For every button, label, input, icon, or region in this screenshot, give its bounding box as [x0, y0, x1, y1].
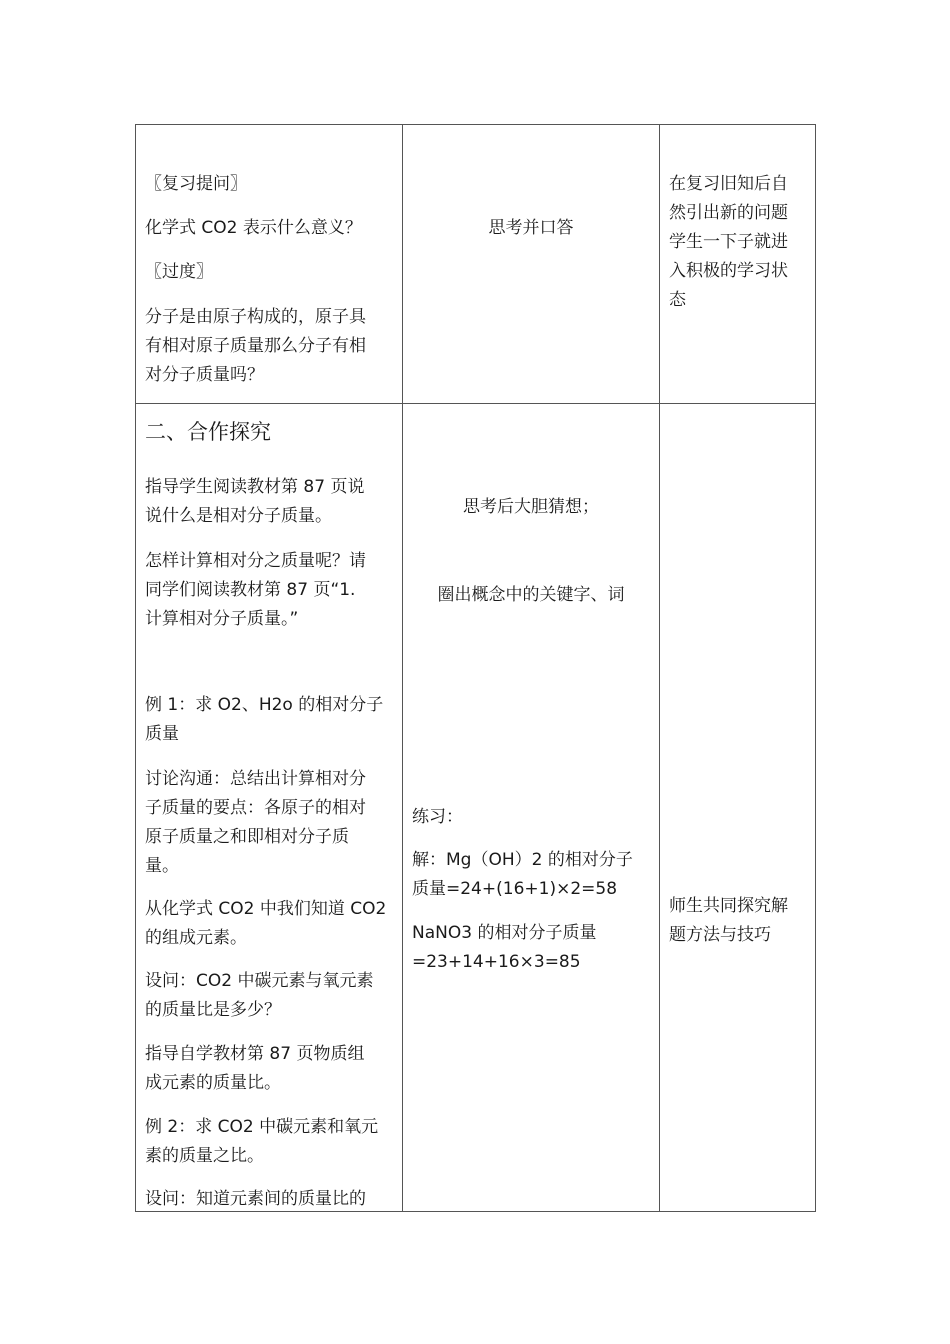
question-line: 的质量比是多少？	[145, 1000, 281, 1020]
transition-text-line: 分子是由原子构成的，原子具	[145, 307, 366, 327]
discussion-line: 讨论沟通：总结出计算相对分	[145, 769, 366, 789]
design-intent-line: 入积极的学习状	[669, 261, 788, 281]
section-heading: 二、合作探究	[145, 420, 271, 444]
discussion-line: 原子质量之和即相对分子质	[145, 827, 349, 847]
teacher-activity-line: 说什么是相对分子质量。	[145, 506, 332, 526]
student-activity-text: 圈出概念中的关键字、词	[437, 585, 625, 605]
exercise-label: 练习：	[412, 807, 463, 827]
exercise-solution-line: NaNO3 的相对分子质量	[412, 923, 597, 943]
transition-text-line: 对分子质量吗？	[145, 365, 264, 385]
example-2-line: 例 2：求 CO2 中碳元素和氧元	[145, 1117, 379, 1137]
co2-composition-line: 的组成元素。	[145, 928, 247, 948]
design-intent-line: 然引出新的问题	[669, 203, 788, 223]
design-intent-line: 题方法与技巧	[669, 925, 771, 945]
example-1-line: 例 1：求 O2、H2o 的相对分子	[145, 695, 384, 715]
column-divider-1	[402, 125, 403, 1211]
row-divider	[136, 403, 815, 404]
review-question-text: 化学式 CO2 表示什么意义？	[145, 218, 362, 238]
review-question-heading: 〖复习提问〗	[145, 174, 247, 194]
self-study-line: 成元素的质量比。	[145, 1073, 281, 1093]
column-divider-2	[659, 125, 660, 1211]
design-intent-line: 学生一下子就进	[669, 232, 788, 252]
question-line: 设问：CO2 中碳元素与氧元素	[145, 971, 374, 991]
exercise-solution-line: 质量=24+(16+1)×2=58	[412, 879, 618, 899]
exercise-solution-line: =23+14+16×3=85	[412, 952, 581, 972]
teacher-activity-line: 同学们阅读教材第 87 页“1.	[145, 580, 356, 600]
student-activity-text: 思考后大胆猜想；	[463, 497, 599, 517]
discussion-line: 子质量的要点：各原子的相对	[145, 798, 366, 818]
co2-composition-line: 从化学式 CO2 中我们知道 CO2	[145, 899, 387, 919]
design-intent-line: 态	[669, 290, 686, 310]
teacher-activity-line: 怎样计算相对分之质量呢？请	[145, 551, 366, 571]
teacher-activity-line: 计算相对分子质量。”	[145, 609, 299, 629]
lesson-plan-table	[135, 124, 816, 1212]
transition-text-line: 有相对原子质量那么分子有相	[145, 336, 366, 356]
design-intent-line: 师生共同探究解	[669, 896, 788, 916]
exercise-solution-line: 解：Mg（OH）2 的相对分子	[412, 850, 633, 870]
question-line: 设问：知道元素间的质量比的	[145, 1189, 366, 1209]
design-intent-line: 在复习旧知后自	[669, 174, 788, 194]
example-2-line: 素的质量之比。	[145, 1146, 264, 1166]
discussion-line: 量。	[145, 856, 179, 876]
student-activity-text: 思考并口答	[488, 218, 574, 238]
teacher-activity-line: 指导学生阅读教材第 87 页说	[145, 477, 365, 497]
self-study-line: 指导自学教材第 87 页物质组	[145, 1044, 365, 1064]
transition-heading: 〖过度〗	[145, 262, 213, 282]
example-1-line: 质量	[145, 724, 179, 744]
